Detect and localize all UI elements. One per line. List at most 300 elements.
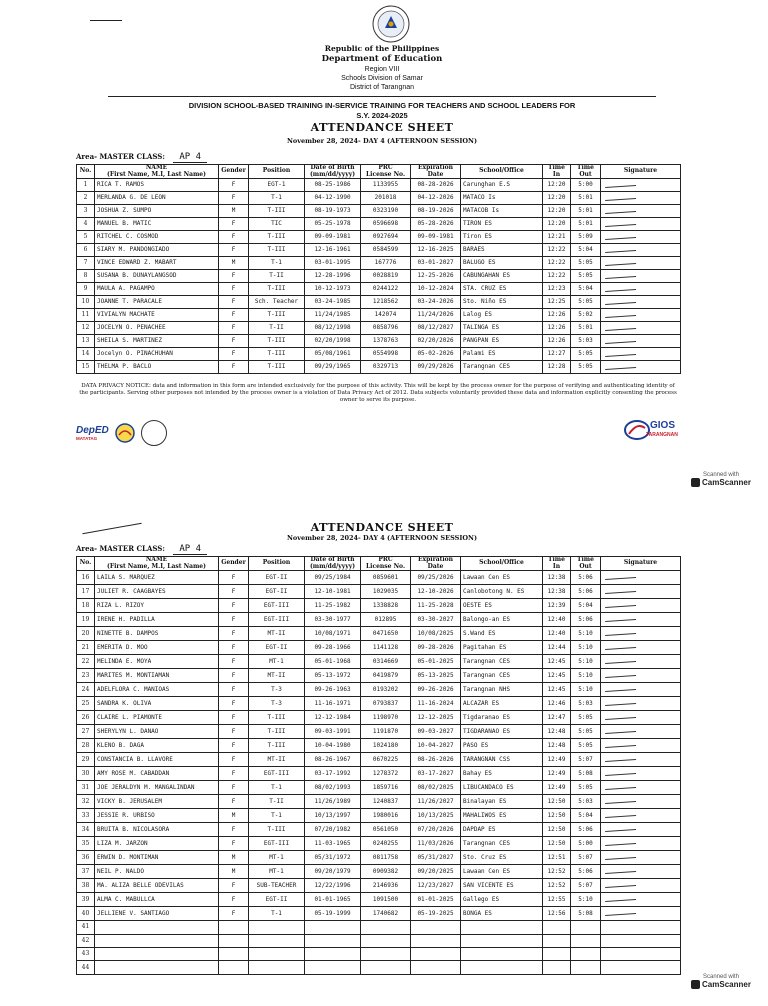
expiration-cell: 10-04-2027 <box>411 739 461 753</box>
gender-cell: F <box>219 893 249 907</box>
position-cell: MT-II <box>249 753 305 767</box>
expiration-cell: 09-03-2027 <box>411 725 461 739</box>
position-cell: SUB-TEACHER <box>249 879 305 893</box>
school-cell: Balongo-an ES <box>461 613 543 627</box>
time-in-cell: 12:48 <box>543 725 571 739</box>
time-out-cell <box>571 921 601 934</box>
signature-cell <box>601 934 681 947</box>
row-number: 38 <box>77 879 95 893</box>
expiration-cell <box>411 921 461 934</box>
gender-cell: F <box>219 335 249 348</box>
prc-cell: 0314669 <box>361 655 411 669</box>
prc-cell: 0240255 <box>361 837 411 851</box>
dob-cell: 09-09-1981 <box>305 231 361 244</box>
col-school: School/Office <box>461 557 543 571</box>
position-cell: T-III <box>249 231 305 244</box>
row-number: 42 <box>77 934 95 947</box>
school-cell: S.Wand ES <box>461 627 543 641</box>
signature-cell <box>601 283 681 296</box>
participant-name: SHERYLYN L. DANAO <box>95 725 219 739</box>
participant-name: MA. ALIZA BELLE ODEVILAS <box>95 879 219 893</box>
time-in-cell: 12:22 <box>543 244 571 257</box>
gender-cell: F <box>219 218 249 231</box>
prc-cell: 0927694 <box>361 231 411 244</box>
gender-cell <box>219 961 249 974</box>
time-out-cell: 5:05 <box>571 348 601 361</box>
table-row <box>77 823 681 837</box>
expiration-cell: 09/25/2026 <box>411 571 461 585</box>
col-prc: PRC License No. <box>361 165 411 179</box>
position-cell: T-1 <box>249 907 305 921</box>
department-label: Department of Education <box>321 54 443 64</box>
gender-cell: F <box>219 361 249 374</box>
time-out-cell: 5:09 <box>571 231 601 244</box>
position-cell: EGT-II <box>249 893 305 907</box>
handwritten-signature <box>605 851 639 861</box>
dob-cell: 09/20/1979 <box>305 865 361 879</box>
time-out-cell: 5:05 <box>571 257 601 270</box>
prc-cell: 1980016 <box>361 809 411 823</box>
participant-name <box>95 947 219 960</box>
gender-cell: F <box>219 739 249 753</box>
row-number: 4 <box>77 218 95 231</box>
col-time-in: Time In <box>543 557 571 571</box>
participant-name <box>95 934 219 947</box>
dob-cell: 01-01-1965 <box>305 893 361 907</box>
prc-cell: 167776 <box>361 257 411 270</box>
handwritten-signature <box>605 725 639 735</box>
time-in-cell <box>543 947 571 960</box>
time-out-cell: 5:05 <box>571 739 601 753</box>
gender-cell: F <box>219 322 249 335</box>
expiration-cell: 12-10-2026 <box>411 585 461 599</box>
time-in-cell: 12:20 <box>543 218 571 231</box>
school-cell: STA. CRUZ ES <box>461 283 543 296</box>
time-out-cell: 5:05 <box>571 361 601 374</box>
school-cell: DAPDAP ES <box>461 823 543 837</box>
time-in-cell <box>543 934 571 947</box>
col-no: No. <box>77 557 95 571</box>
participant-name: MANUEL B. MATIC <box>95 218 219 231</box>
table-row <box>77 309 681 322</box>
table-row <box>77 179 681 192</box>
gender-cell: F <box>219 795 249 809</box>
signature-cell <box>601 655 681 669</box>
prc-cell: 0419879 <box>361 669 411 683</box>
col-dob: Date of Birth (mm/dd/yyyy) <box>305 557 361 571</box>
row-number: 10 <box>77 296 95 309</box>
position-cell: EGT-II <box>249 641 305 655</box>
prc-cell: 0193202 <box>361 683 411 697</box>
col-expiration: Expiration Date <box>411 557 461 571</box>
row-number: 9 <box>77 283 95 296</box>
dob-cell: 08-26-1967 <box>305 753 361 767</box>
expiration-cell: 09/29/2026 <box>411 361 461 374</box>
handwritten-signature <box>605 893 639 903</box>
position-cell: MT-1 <box>249 851 305 865</box>
dob-cell: 02/20/1998 <box>305 335 361 348</box>
expiration-cell: 12-12-2025 <box>411 711 461 725</box>
school-cell: MATACOB Is <box>461 205 543 218</box>
expiration-cell: 03-30-2027 <box>411 613 461 627</box>
table-row <box>77 934 681 947</box>
school-cell: ALCAZAR ES <box>461 697 543 711</box>
time-out-cell: 5:07 <box>571 851 601 865</box>
signature-cell <box>601 851 681 865</box>
dob-cell: 05-25-1978 <box>305 218 361 231</box>
row-number: 23 <box>77 669 95 683</box>
time-in-cell: 12:40 <box>543 627 571 641</box>
row-number: 24 <box>77 683 95 697</box>
row-number: 36 <box>77 851 95 865</box>
prc-cell: 201018 <box>361 192 411 205</box>
expiration-cell: 12-25-2026 <box>411 270 461 283</box>
dob-cell: 04-12-1990 <box>305 192 361 205</box>
signature-cell <box>601 192 681 205</box>
time-in-cell: 12:20 <box>543 205 571 218</box>
time-in-cell: 12:22 <box>543 257 571 270</box>
signature-cell <box>601 947 681 960</box>
school-cell: TIGDARANAO ES <box>461 725 543 739</box>
position-cell: T-III <box>249 309 305 322</box>
handwritten-signature <box>605 865 639 875</box>
position-cell: T-3 <box>249 683 305 697</box>
school-cell <box>461 961 543 974</box>
col-prc: PRC License No. <box>361 557 411 571</box>
col-time-in: Time In <box>543 165 571 179</box>
handwritten-signature <box>605 257 639 267</box>
time-in-cell: 12:50 <box>543 795 571 809</box>
training-title: DIVISION SCHOOL-BASED TRAINING IN-SERVICE TRAINING FOR TEACHERS AND SCHOOL LEADERS FOR <box>188 101 576 110</box>
time-in-cell: 12:23 <box>543 283 571 296</box>
handwritten-signature <box>605 613 639 623</box>
handwritten-signature <box>605 218 639 228</box>
expiration-cell: 05-02-2026 <box>411 348 461 361</box>
signature-cell <box>601 669 681 683</box>
time-in-cell: 12:40 <box>543 613 571 627</box>
school-cell: Bahay ES <box>461 767 543 781</box>
row-number: 39 <box>77 893 95 907</box>
position-cell: MT-1 <box>249 865 305 879</box>
participant-name: RIZA L. RIZOY <box>95 599 219 613</box>
handwritten-signature <box>605 711 639 721</box>
dob-cell: 03-17-1992 <box>305 767 361 781</box>
gender-cell: F <box>219 711 249 725</box>
position-cell: Sch. Teacher <box>249 296 305 309</box>
position-cell: T-III <box>249 244 305 257</box>
handwritten-signature <box>605 641 639 651</box>
school-cell: Lawaan Cen ES <box>461 865 543 879</box>
row-number: 1 <box>77 179 95 192</box>
expiration-cell: 04-12-2026 <box>411 192 461 205</box>
school-cell: BONGA ES <box>461 907 543 921</box>
table-header-row <box>77 165 681 179</box>
signature-cell <box>601 823 681 837</box>
expiration-cell <box>411 961 461 974</box>
expiration-cell: 11/26/2027 <box>411 795 461 809</box>
gender-cell: M <box>219 809 249 823</box>
school-cell: MATACO Is <box>461 192 543 205</box>
deped-logo-text: DepED <box>76 425 109 436</box>
handwritten-signature <box>605 753 639 763</box>
time-in-cell: 12:49 <box>543 753 571 767</box>
handwritten-signature <box>605 348 639 358</box>
handwritten-signature <box>605 837 639 847</box>
gender-cell: F <box>219 753 249 767</box>
dob-cell: 12/22/1996 <box>305 879 361 893</box>
prc-cell: 1338828 <box>361 599 411 613</box>
signature-cell <box>601 865 681 879</box>
participant-name: EMERITA D. MOO <box>95 641 219 655</box>
table-row <box>77 655 681 669</box>
time-in-cell: 12:26 <box>543 322 571 335</box>
handwritten-signature <box>605 879 639 889</box>
row-number: 21 <box>77 641 95 655</box>
dob-cell: 09-28-1966 <box>305 641 361 655</box>
district-label: District of Tarangnan <box>349 84 415 91</box>
gender-cell: F <box>219 907 249 921</box>
school-year: S.Y. 2024-2025 <box>356 111 408 120</box>
gender-cell: F <box>219 613 249 627</box>
handwritten-signature <box>605 571 639 581</box>
gender-cell: F <box>219 231 249 244</box>
prc-cell: 0471650 <box>361 627 411 641</box>
row-number: 30 <box>77 767 95 781</box>
handwritten-signature <box>605 205 639 215</box>
time-out-cell: 5:04 <box>571 283 601 296</box>
expiration-cell: 03-17-2027 <box>411 767 461 781</box>
time-in-cell: 12:49 <box>543 781 571 795</box>
participant-name: JOSHUA Z. SUMPO <box>95 205 219 218</box>
gender-cell: F <box>219 599 249 613</box>
school-cell: CABUNGAHAN ES <box>461 270 543 283</box>
table-row <box>77 795 681 809</box>
time-in-cell: 12:49 <box>543 767 571 781</box>
signature-cell <box>601 296 681 309</box>
expiration-cell: 05/31/2027 <box>411 851 461 865</box>
position-cell: EGT-III <box>249 767 305 781</box>
gender-cell: F <box>219 627 249 641</box>
school-cell: Sto. Niño ES <box>461 296 543 309</box>
school-cell: Sto. Cruz ES <box>461 851 543 865</box>
expiration-cell: 07/20/2026 <box>411 823 461 837</box>
time-out-cell: 5:07 <box>571 879 601 893</box>
position-cell: T-II <box>249 322 305 335</box>
table-row <box>77 627 681 641</box>
table-row <box>77 739 681 753</box>
time-in-cell: 12:47 <box>543 711 571 725</box>
participant-name: VIVIALYN MACHATE <box>95 309 219 322</box>
position-cell: MT-II <box>249 669 305 683</box>
participant-name: RICA T. RAMOS <box>95 179 219 192</box>
participant-name: MERLANDA G. DE LEON <box>95 192 219 205</box>
prc-cell: 0561050 <box>361 823 411 837</box>
expiration-cell: 09-09-1981 <box>411 231 461 244</box>
time-in-cell: 12:21 <box>543 231 571 244</box>
table-row <box>77 893 681 907</box>
attendance-page-2 <box>68 500 696 990</box>
col-gender: Gender <box>219 165 249 179</box>
prc-cell: 1198970 <box>361 711 411 725</box>
table-row <box>77 921 681 934</box>
handwritten-signature <box>605 823 639 833</box>
table-row <box>77 231 681 244</box>
handwritten-signature <box>605 697 639 707</box>
position-cell: EGT-II <box>249 571 305 585</box>
row-number: 18 <box>77 599 95 613</box>
gender-cell: M <box>219 865 249 879</box>
signature-cell <box>601 921 681 934</box>
prc-cell: 142074 <box>361 309 411 322</box>
signature-cell <box>601 683 681 697</box>
expiration-cell: 02/20/2026 <box>411 335 461 348</box>
handwritten-signature <box>605 283 639 293</box>
signature-cell <box>601 244 681 257</box>
signature-cell <box>601 781 681 795</box>
handwritten-signature <box>605 192 639 202</box>
school-cell: Tarangnan CES <box>461 361 543 374</box>
camscanner-label: CamScanner <box>702 980 751 989</box>
time-out-cell: 5:00 <box>571 837 601 851</box>
dob-cell: 08-25-1986 <box>305 179 361 192</box>
school-cell: Canlobotong N. ES <box>461 585 543 599</box>
row-number: 13 <box>77 335 95 348</box>
school-cell: BALUGO ES <box>461 257 543 270</box>
table-row <box>77 218 681 231</box>
participant-name: MAULA A. PAGAMPO <box>95 283 219 296</box>
gender-cell: F <box>219 270 249 283</box>
region-label: Region VIII <box>364 66 400 73</box>
dob-cell <box>305 934 361 947</box>
time-out-cell: 5:05 <box>571 711 601 725</box>
time-in-cell: 12:28 <box>543 361 571 374</box>
signature-cell <box>601 739 681 753</box>
prc-cell: 0584599 <box>361 244 411 257</box>
table-row <box>77 641 681 655</box>
school-cell: Tarangnan CES <box>461 669 543 683</box>
table-row <box>77 613 681 627</box>
division-label: Schools Division of Samar <box>341 75 423 82</box>
handwritten-signature <box>605 179 639 189</box>
row-number: 16 <box>77 571 95 585</box>
row-number: 27 <box>77 725 95 739</box>
deped-logo <box>76 425 109 441</box>
dob-cell: 08/02/1993 <box>305 781 361 795</box>
row-number: 33 <box>77 809 95 823</box>
row-number: 6 <box>77 244 95 257</box>
master-class-label: Area- MASTER CLASS: <box>76 544 165 553</box>
position-cell: T-III <box>249 283 305 296</box>
dob-cell <box>305 961 361 974</box>
prc-cell: 0670225 <box>361 753 411 767</box>
gender-cell: F <box>219 781 249 795</box>
row-number: 28 <box>77 739 95 753</box>
session-date: November 28, 2024- DAY 4 (AFTERNOON SESSION) <box>286 137 478 145</box>
participant-name: SUSANA B. DUNAYLANGSOD <box>95 270 219 283</box>
expiration-cell: 05-28-2026 <box>411 218 461 231</box>
expiration-cell <box>411 934 461 947</box>
dob-cell: 11-25-1982 <box>305 599 361 613</box>
time-out-cell: 5:04 <box>571 809 601 823</box>
position-cell: EGT-1 <box>249 179 305 192</box>
school-cell: SAN VICENTE ES <box>461 879 543 893</box>
camscanner-icon <box>691 478 700 487</box>
table-row <box>77 296 681 309</box>
handwritten-signature <box>605 309 639 319</box>
signature-cell <box>601 837 681 851</box>
row-number: 2 <box>77 192 95 205</box>
expiration-cell: 05-01-2025 <box>411 655 461 669</box>
handwritten-signature <box>605 627 639 637</box>
gender-cell: F <box>219 823 249 837</box>
table-row <box>77 767 681 781</box>
prc-cell: 0909382 <box>361 865 411 879</box>
gender-cell: F <box>219 244 249 257</box>
expiration-cell: 09-26-2026 <box>411 683 461 697</box>
time-out-cell: 5:06 <box>571 613 601 627</box>
expiration-cell: 10/13/2025 <box>411 809 461 823</box>
time-out-cell: 5:04 <box>571 599 601 613</box>
expiration-cell: 08-26-2026 <box>411 753 461 767</box>
school-cell: PANGPAN ES <box>461 335 543 348</box>
dob-cell: 08/12/1998 <box>305 322 361 335</box>
time-in-cell: 12:50 <box>543 823 571 837</box>
prc-cell: 1191870 <box>361 725 411 739</box>
signature-cell <box>601 361 681 374</box>
signature-cell <box>601 767 681 781</box>
prc-cell: 012895 <box>361 613 411 627</box>
position-cell: MT-1 <box>249 655 305 669</box>
time-in-cell: 12:20 <box>543 179 571 192</box>
gender-cell: M <box>219 851 249 865</box>
participant-name: VICKY B. JERUSALEM <box>95 795 219 809</box>
prc-cell: 1141128 <box>361 641 411 655</box>
col-signature: Signature <box>601 165 681 179</box>
expiration-cell: 12-16-2025 <box>411 244 461 257</box>
time-in-cell: 12:56 <box>543 907 571 921</box>
privacy-notice: DATA PRIVACY NOTICE: data and information in this form are intended exclusively for the purpose of this activity. This will be kept by the process owner for the purpose of verifying and authenticating identity of the participants. Serving other purposes not intended by the process owner is a violation of Data Privacy Act of 2012. Data subjects voluntarily provided these data and information explicitly consenting the process owner to serve its purpose. <box>79 383 677 404</box>
participant-name: AMY ROSE M. CABADDAN <box>95 767 219 781</box>
row-number: 20 <box>77 627 95 641</box>
position-cell <box>249 934 305 947</box>
prc-cell: 1218562 <box>361 296 411 309</box>
gender-cell: F <box>219 585 249 599</box>
signature-cell <box>601 218 681 231</box>
time-out-cell: 5:03 <box>571 335 601 348</box>
handwritten-signature <box>605 781 639 791</box>
row-number: 32 <box>77 795 95 809</box>
participant-name: ADELFLORA C. MANIOAS <box>95 683 219 697</box>
time-out-cell: 5:06 <box>571 823 601 837</box>
time-in-cell: 12:52 <box>543 879 571 893</box>
col-name: NAME (First Name, M.I, Last Name) <box>95 557 219 571</box>
table-row <box>77 865 681 879</box>
prc-cell: 0596698 <box>361 218 411 231</box>
time-in-cell: 12:55 <box>543 893 571 907</box>
time-out-cell: 5:01 <box>571 205 601 218</box>
prc-cell: 0323190 <box>361 205 411 218</box>
prc-cell: 1240837 <box>361 795 411 809</box>
time-out-cell: 5:10 <box>571 641 601 655</box>
school-cell: OESTE ES <box>461 599 543 613</box>
school-cell: Pagitahan ES <box>461 641 543 655</box>
republic-label: Republic of the Philippines <box>324 44 440 53</box>
dob-cell: 12-28-1996 <box>305 270 361 283</box>
camscanner-icon <box>691 980 700 989</box>
time-out-cell: 5:01 <box>571 218 601 231</box>
gios-logo-text: GIOS <box>650 420 676 431</box>
row-number: 40 <box>77 907 95 921</box>
